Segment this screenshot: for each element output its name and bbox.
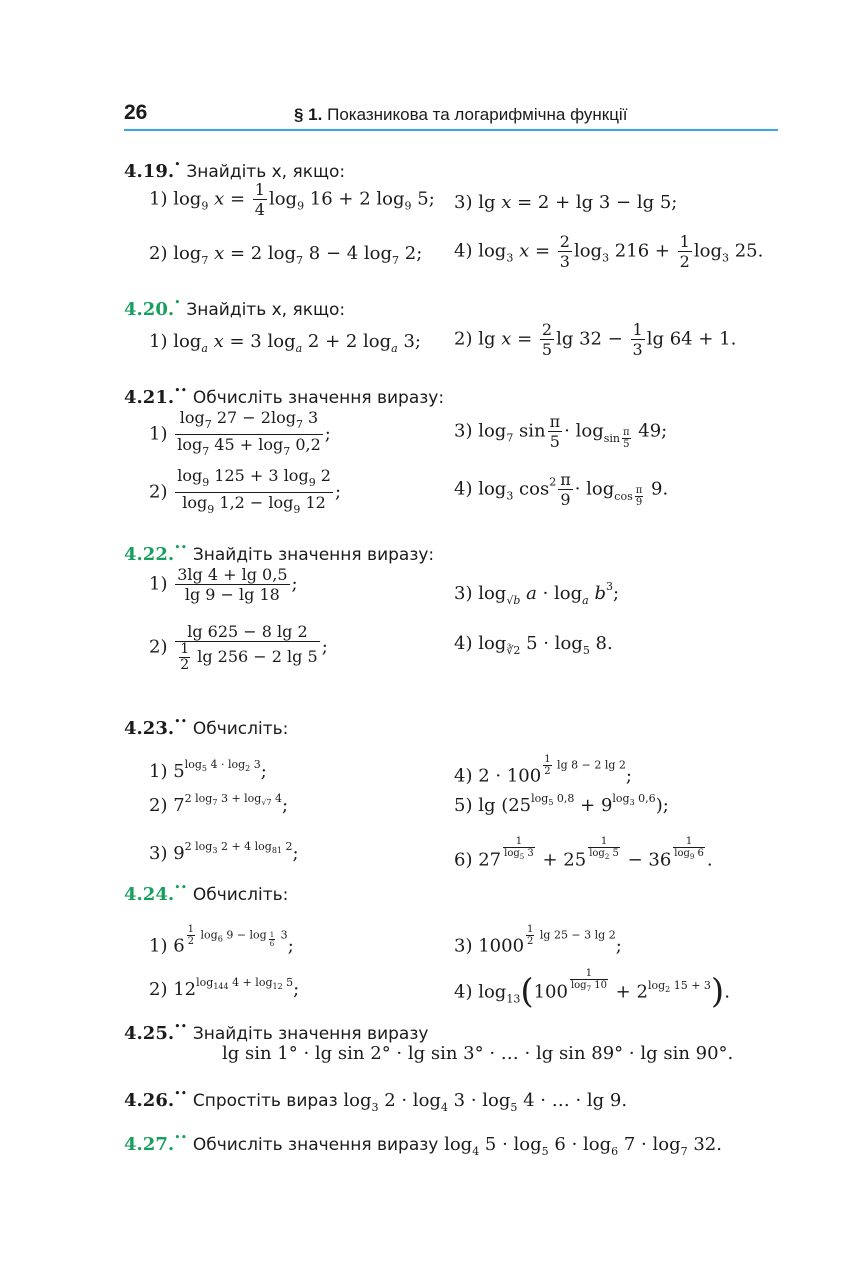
problem-prompt: Спростіть вираз (192, 1091, 338, 1111)
problem-4-22-item-4: 4) $\log_{∛2} 5 \cdot \log_5 8$. (454, 633, 613, 657)
problem-prompt: Знайдіть x, якщо: (186, 162, 346, 182)
problem-4-27-heading: 4.27.•• Обчисліть значення виразу $\log_4 5 \cdot \log_5 6 \cdot \log_6 7 \cdot \log_7 32$. (124, 1131, 722, 1158)
problem-number: 4.19. (124, 161, 175, 182)
problem-number: 4.27. (124, 1134, 175, 1155)
problem-4-26-heading: 4.26.•• Спростіть вираз $\log_3 2 \cdot \log_4 3 \cdot \log_5 4$ · … · lg 9. (124, 1087, 628, 1114)
problem-4-19-item-4: 4) $\log_3 x$ = $\frac{2}{3}$ $\log_3 216$ + $\frac{1}{2}$ $\log_3 25$. (454, 232, 764, 271)
problem-4-25-expression: lg sin 1° · lg sin 2° · lg sin 3° · … · lg sin 89° · lg sin 90°. (222, 1043, 734, 1064)
problem-4-22-heading (124, 537, 434, 566)
difficulty-marks: • (174, 158, 181, 171)
problem-number: 4.20. (124, 299, 175, 320)
problem-4-23-item-4: 4) 2 · 100 $^{\frac{1}{2} lg 8 - 2 lg 2}$; (454, 754, 632, 787)
page-number: 26 (124, 101, 148, 124)
problem-4-23-item-3: 3) $9^{2 log_3 2 + 4 log_{81} 2}$; (149, 840, 299, 864)
problem-number: 4.25. (124, 1023, 175, 1044)
difficulty-marks: •• (174, 715, 188, 728)
problem-4-22-item-1: 1) $\frac{3\lg 4 + \lg 0,5}{\lg 9 - \lg 18}$ ; (149, 565, 298, 604)
problem-4-24-item-4: 4) $\log_{13}(100$ $^{\frac{1}{\log_7 10}}$ + $2^{log_2 15 + 3}$). (454, 968, 730, 1012)
running-header (294, 105, 627, 125)
problem-4-21-heading (124, 380, 444, 409)
header-rule (124, 129, 778, 131)
difficulty-marks: • (174, 296, 181, 309)
problem-4-24-item-2: 2) $12^{log_{144} 4 + log_{12} 5}$; (149, 976, 300, 1000)
problem-4-24-item-1: 1) 6 $^{\frac{1}{2} log_6 9 - log _{\frac{1}{6}} 3}$; (149, 924, 294, 957)
difficulty-marks: •• (174, 881, 188, 894)
problem-4-23-item-5: 5) $\lg (25^{log_5 0,8} + 9^{log_3 0,6})$; (454, 792, 669, 816)
problem-prompt: Знайдіть значення виразу: (192, 545, 435, 565)
problem-number: 4.22. (124, 544, 175, 565)
problem-prompt: Обчисліть: (192, 719, 289, 739)
problem-number: 4.23. (124, 718, 175, 739)
difficulty-marks: •• (174, 1087, 188, 1100)
problem-4-20-item-2: 2) lg x = $\frac{2}{5}$ lg 32 − $\frac{1}{3}$ lg 64 + 1. (454, 320, 737, 359)
difficulty-marks: •• (174, 1131, 188, 1144)
problem-prompt: Обчисліть значення виразу (192, 1135, 439, 1155)
problem-4-23-item-1: 1) $5^{log_5 4 \cdot log_2 3}$; (149, 758, 267, 782)
problem-prompt: Знайдіть x, якщо: (186, 300, 346, 320)
problem-4-21-item-3: 3) $\log_7 \sin$ $\frac{\pi}{5}$ · $\log_{sin \frac{\pi}{5}}$ 49; (454, 412, 668, 451)
problem-4-22-item-2: 2) lg 625 − 8 lg 2 $\frac{1}{2}$ lg 256 − 2 lg 5 ; (149, 622, 328, 673)
difficulty-marks: •• (174, 541, 188, 554)
problem-4-23-item-2: 2) $7^{2 log_7 3 + log_{√7} 4}$; (149, 792, 289, 816)
problem-4-19-heading (124, 154, 345, 183)
problem-4-23-heading (124, 711, 288, 740)
problem-number: 4.21. (124, 387, 175, 408)
problem-4-24-item-3: 3) 1000 $^{\frac{1}{2} lg 25 - 3 lg 2}$; (454, 924, 622, 957)
problem-4-25-heading (124, 1016, 428, 1045)
difficulty-marks: •• (174, 1020, 188, 1033)
section-title: Показникова та логарифмічна функції (327, 105, 628, 124)
problem-4-23-item-6: 6) 27 $^{\frac{1}{\log_5 3}}$ + 25 $^{\frac{1}{\log_2 5}}$ − 36 $^{\frac{1}{\log_9 6}}$ . (454, 836, 713, 871)
problem-4-20-item-1: 1) $\log_a x = 3$ $\log_a 2 + 2$ $\log_a 3$; (149, 331, 421, 355)
problem-4-19-item-3: 3) lg x = 2 + lg 3 − lg 5; (454, 192, 678, 213)
problem-prompt: Обчисліть значення виразу: (192, 388, 445, 408)
problem-prompt: Обчисліть: (192, 885, 289, 905)
problem-4-22-item-3: 3) $\log_{√b} a \cdot \log_a b^3$; (454, 580, 620, 607)
problem-4-21-item-4: 4) $\log_3 \cos^2$ $\frac{\pi}{9}$ · $\log_{cos \frac{\pi}{9}}$ 9. (454, 470, 669, 509)
difficulty-marks: •• (174, 384, 188, 397)
problem-number: 4.24. (124, 884, 175, 905)
problem-4-21-item-1: 1) $\frac{\log_7 27 - 2\log_7 3}{\log_7 45 + \log_7 0,2}$ ; (149, 408, 331, 458)
problem-4-20-heading (124, 292, 345, 321)
section-mark: § 1. (294, 105, 323, 124)
problem-prompt: Знайдіть значення виразу (192, 1024, 429, 1044)
problem-4-24-heading (124, 877, 288, 906)
problem-4-19-item-2: 2) $\log_7 x = 2$ $\log_7 8 - 4$ $\log_7 2$; (149, 243, 423, 267)
problem-4-19-item-1: 1) $\log_9 x$ = $\frac{1}{4}$ $\log_9 16 + 2$ $\log_9 5$; (149, 180, 435, 219)
problem-4-21-item-2: 2) $\frac{\log_9 125 + 3 \log_9 2}{\log_9 1,2 - \log_9 12}$ ; (149, 466, 342, 516)
problem-number: 4.26. (124, 1090, 175, 1111)
